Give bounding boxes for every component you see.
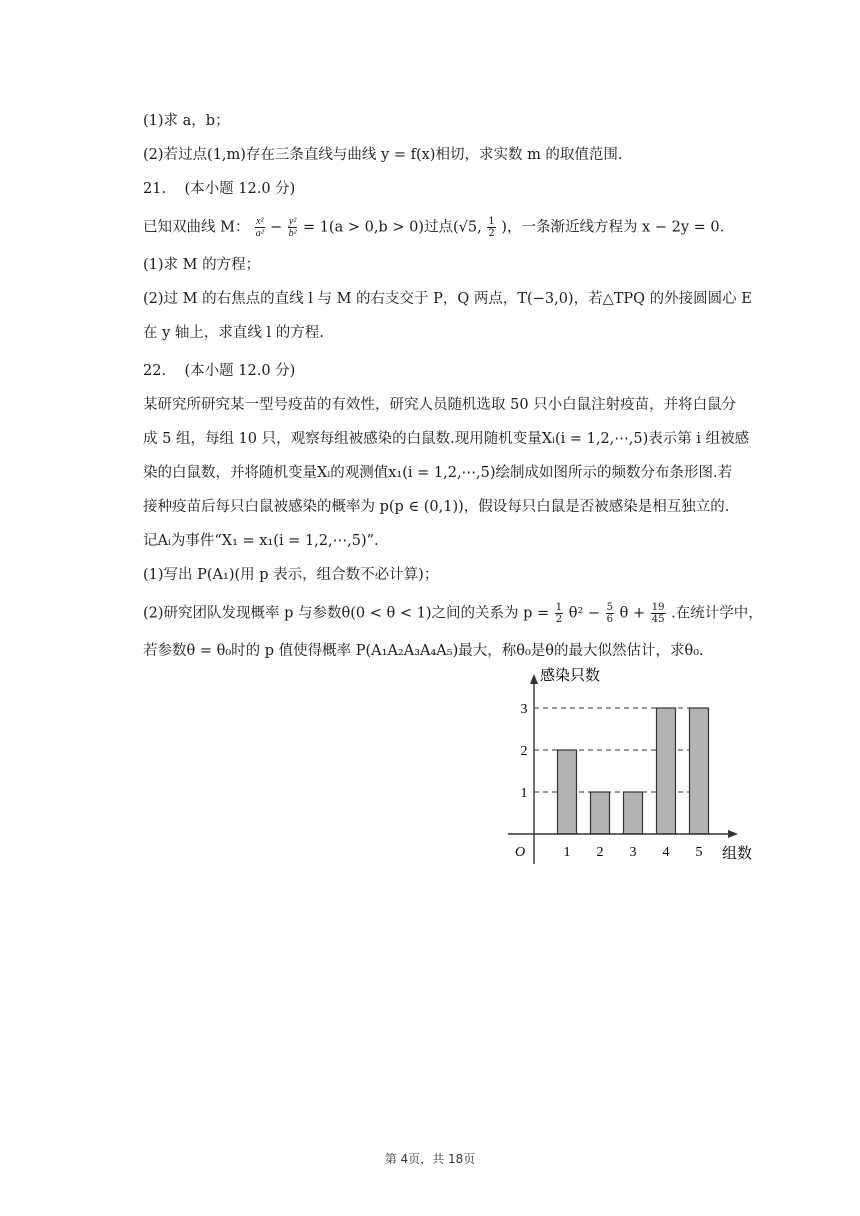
origin-label: O [514,845,526,860]
x-tick-label-2: 2 [596,845,604,860]
bar-1 [558,750,577,834]
fraction-half: $\frac{1}{2}$ [488,216,495,239]
q22-stem-line1: 某研究所研究某一型号疫苗的有效性，研究人员随机选取 50 只小白鼠注射疫苗，并将白鼠分 [143,397,737,413]
fraction-nineteen-45ths: $\frac{19}{45}$ [651,602,665,625]
q22-stem-line4: 接种疫苗后每只白鼠被感染的概率为 p(p ∈ (0,1))，假设每只白鼠是否被感染是相互独立的. [143,499,730,515]
q22-part1: (1)写出 P(A₁)(用 p 表示，组合数不必计算)； [143,567,439,583]
y-tick-label-1: 1 [520,786,528,801]
bar-4 [657,708,676,834]
fraction-x: $\frac{\text{x²}}{\text{a²}}$ [255,216,264,239]
q22-score: (本小题 12.0 分) [184,363,296,379]
q21-number: 21. [143,181,167,197]
q20-part2: (2)若过点(1,m)存在三条直线与曲线 y = f(x)相切，求实数 m 的取值范围. [143,147,623,163]
fraction-y: $\frac{\text{y²}}{\text{b²}}$ [288,216,297,239]
x-axis-label: 组数 [722,844,753,862]
y-tick-label-2: 2 [520,744,528,759]
q22-number: 22. [143,363,167,379]
page-footer: 第 4页，共 18页 [384,1152,476,1166]
bar-5 [690,708,709,834]
q21-header [143,178,753,200]
q22-part2-line2: 若参数θ = θ₀时的 p 值使得概率 P(A₁A₂A₃A₄A₅)最大，称θ₀是θ的最大似然估计，求θ₀. [143,643,704,659]
q22-stem-line3: 染的白鼠数，并将随机变量Xᵢ的观测值x₁(i = 1,2,⋯,5)绘制成如图所示的频数分布条形图.若 [143,465,733,481]
y-axis-arrow [530,674,538,684]
fraction-five-sixths: $\frac{5}{6}$ [606,602,614,625]
q21-score: (本小题 12.0 分) [184,181,296,197]
bar-chart [500,662,770,872]
q20-part1: (1)求 a，b； [143,113,230,129]
q21-part1: (1)求 M 的方程； [143,257,261,273]
y-tick-label-3: 3 [520,702,528,717]
x-tick-label-5: 5 [695,845,703,860]
q22-stem-line2: 成 5 组，每组 10 只，观察每组被感染的白鼠数.现用随机变量Xᵢ(i = 1,2,⋯,5)表示第 i 组被感 [143,431,750,447]
bar-3 [624,792,643,834]
q22-stem-line5: 记Aᵢ为事件“X₁ = x₁(i = 1,2,⋯,5)”. [143,533,379,549]
q21-part2-line1: (2)过 M 的右焦点的直线 l 与 M 的右支交于 P，Q 两点，T(−3,0)，若△TPQ 的外接圆圆心 E [143,291,752,307]
bar-2 [591,792,610,834]
q21-stem: 已知双曲线 M： $\frac{\text{x²}}{\text{a²}}$ − $\frac{\text{y²}}{\text{b²}}$ = 1(a > 0,b > 0)过点(√5, $\frac{1}{2}$ )，一条渐近线方程为 x − 2y = 0. [143,216,725,239]
q22-part2-line1: (2)研究团队发现概率 p 与参数θ(0 < θ < 1)之间的关系为 p = $\frac{1}{2}$ θ² − $\frac{5}{6}$ θ + $\frac{19}{45}$ .在统计学中， [143,602,763,625]
x-tick-label-1: 1 [563,845,571,860]
x-tick-label-3: 3 [629,845,637,860]
q22-header [143,360,753,382]
y-axis-label: 感染只数 [540,666,601,684]
fraction-one-half: $\frac{1}{2}$ [555,602,563,625]
x-tick-label-4: 4 [662,845,670,860]
x-axis-arrow [728,830,738,838]
q21-part2-line2: 在 y 轴上，求直线 l 的方程. [143,325,324,341]
